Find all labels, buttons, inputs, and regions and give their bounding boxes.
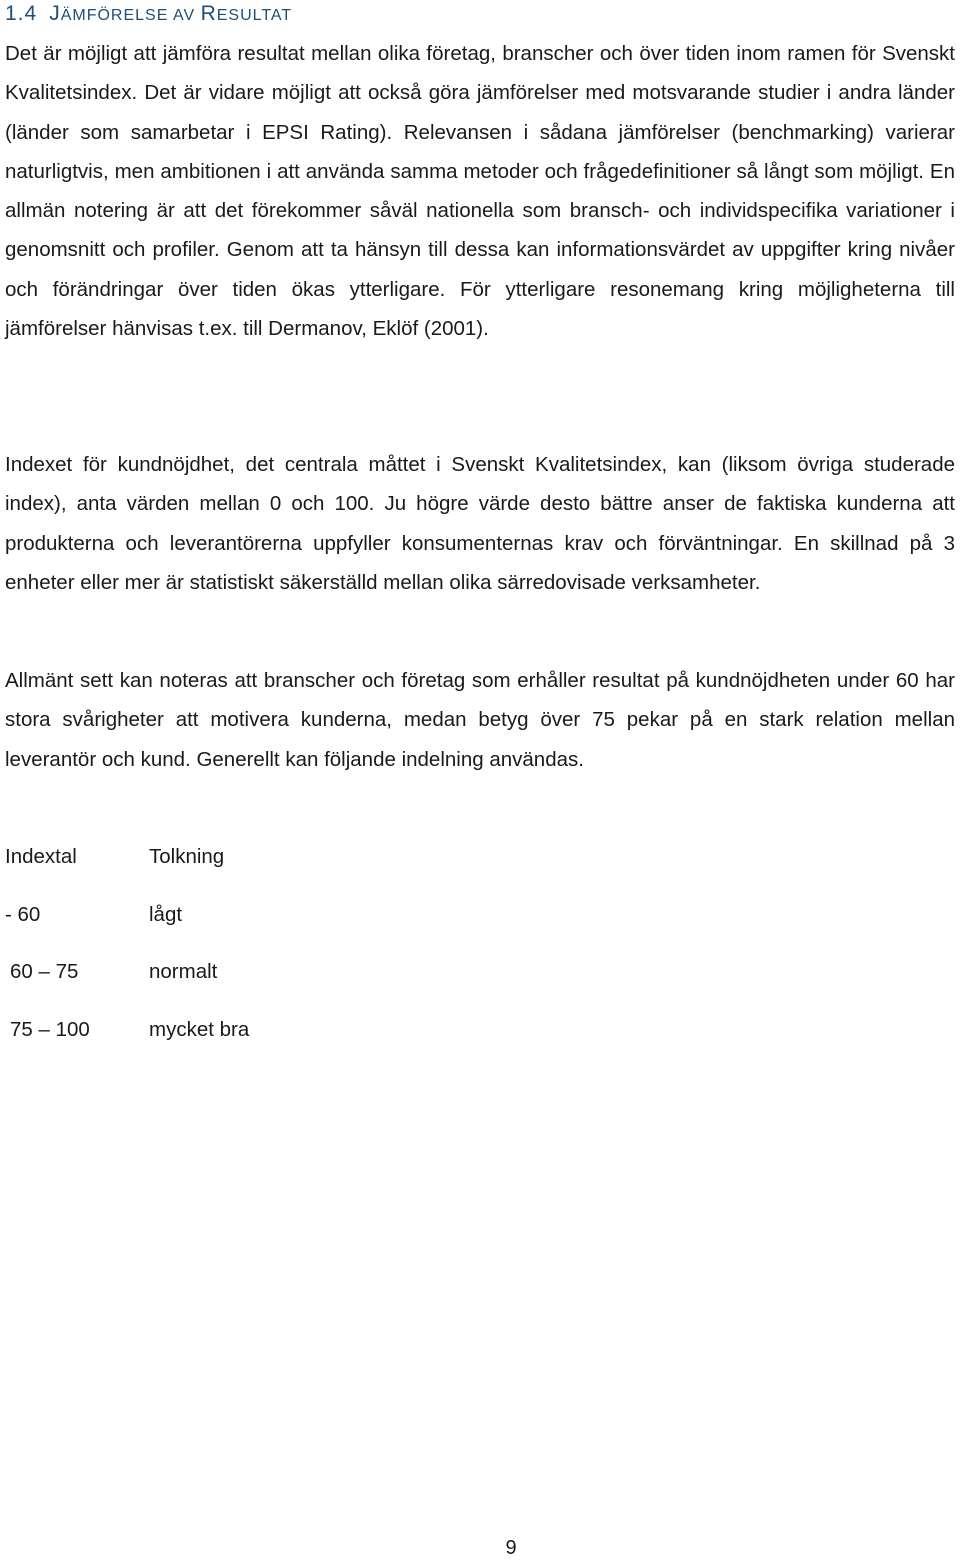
row-interpretation: lågt bbox=[149, 902, 183, 926]
row-index: 60 – 75 bbox=[10, 960, 79, 983]
heading-rest-2: ESULTAT bbox=[216, 7, 293, 24]
header-index: Indextal bbox=[5, 845, 77, 868]
heading-initial-2: R bbox=[200, 2, 217, 25]
section-heading bbox=[5, 0, 292, 30]
interpretation-table bbox=[5, 837, 405, 1067]
paragraph-comparison: Det är möjligt att jämföra resultat mellan olika företag, branscher och över tiden inom ramen för Svenskt Kvalitetsindex. Det är vidare möjligt att också göra jämförelser med motsvarande studier i andra länder (länder som samarbetar i EPSI Rating). Relevansen i sådana jämförelser (benchmarking) varierar naturligtvis, men ambitionen i att använda samma metoder och frågedefinitioner så långt som möjligt. En allmän notering är att det förekommer såväl nationella som bransch- och individspecifika variationer i genomsnitt och profiler. Genom att ta hänsyn till dessa kan informationsvärdet av uppgifter kring nivåer och förändringar över tiden ökas ytterligare. För ytterligare resonemang kring möjligheterna till jämförelser hänvisas t.ex. till Dermanov, Eklöf (2001). bbox=[5, 42, 955, 341]
table-row bbox=[5, 895, 405, 953]
heading-rest-1: ÄMFÖRELSE AV bbox=[60, 7, 201, 24]
row-interpretation: normalt bbox=[149, 960, 218, 983]
paragraph-index-range: Indexet för kundnöjdhet, det centrala måttet i Svenskt Kvalitetsindex, kan (liksom övriga studerade index), anta värden mellan 0 och 100. Ju högre värde desto bättre anser de faktiska kunderna att produkterna och leverantörerna uppfyller konsumenternas krav och förväntningar. En skillnad på 3 enheter eller mer är statistiskt säkerställd mellan olika särredovisade verksamheter. bbox=[5, 453, 955, 594]
row-index: 75 – 100 bbox=[10, 1017, 90, 1041]
table-row bbox=[5, 952, 405, 1010]
table-row bbox=[5, 1010, 405, 1068]
header-interpretation: Tolkning bbox=[149, 845, 225, 868]
page-number: 9 bbox=[505, 1537, 517, 1559]
table-header-row bbox=[5, 837, 405, 895]
section-number: 1.4 bbox=[5, 2, 38, 25]
heading-initial-1: J bbox=[49, 2, 61, 25]
row-interpretation: mycket bra bbox=[149, 1017, 250, 1041]
row-index: - 60 bbox=[5, 902, 41, 926]
paragraph-interpretation: Allmänt sett kan noteras att branscher och företag som erhåller resultat på kundnöjdheten under 60 har stora svårigheter att motivera kunderna, medan betyg över 75 pekar på en stark relation mellan leverantör och kund. Generellt kan följande indelning användas. bbox=[5, 669, 955, 771]
